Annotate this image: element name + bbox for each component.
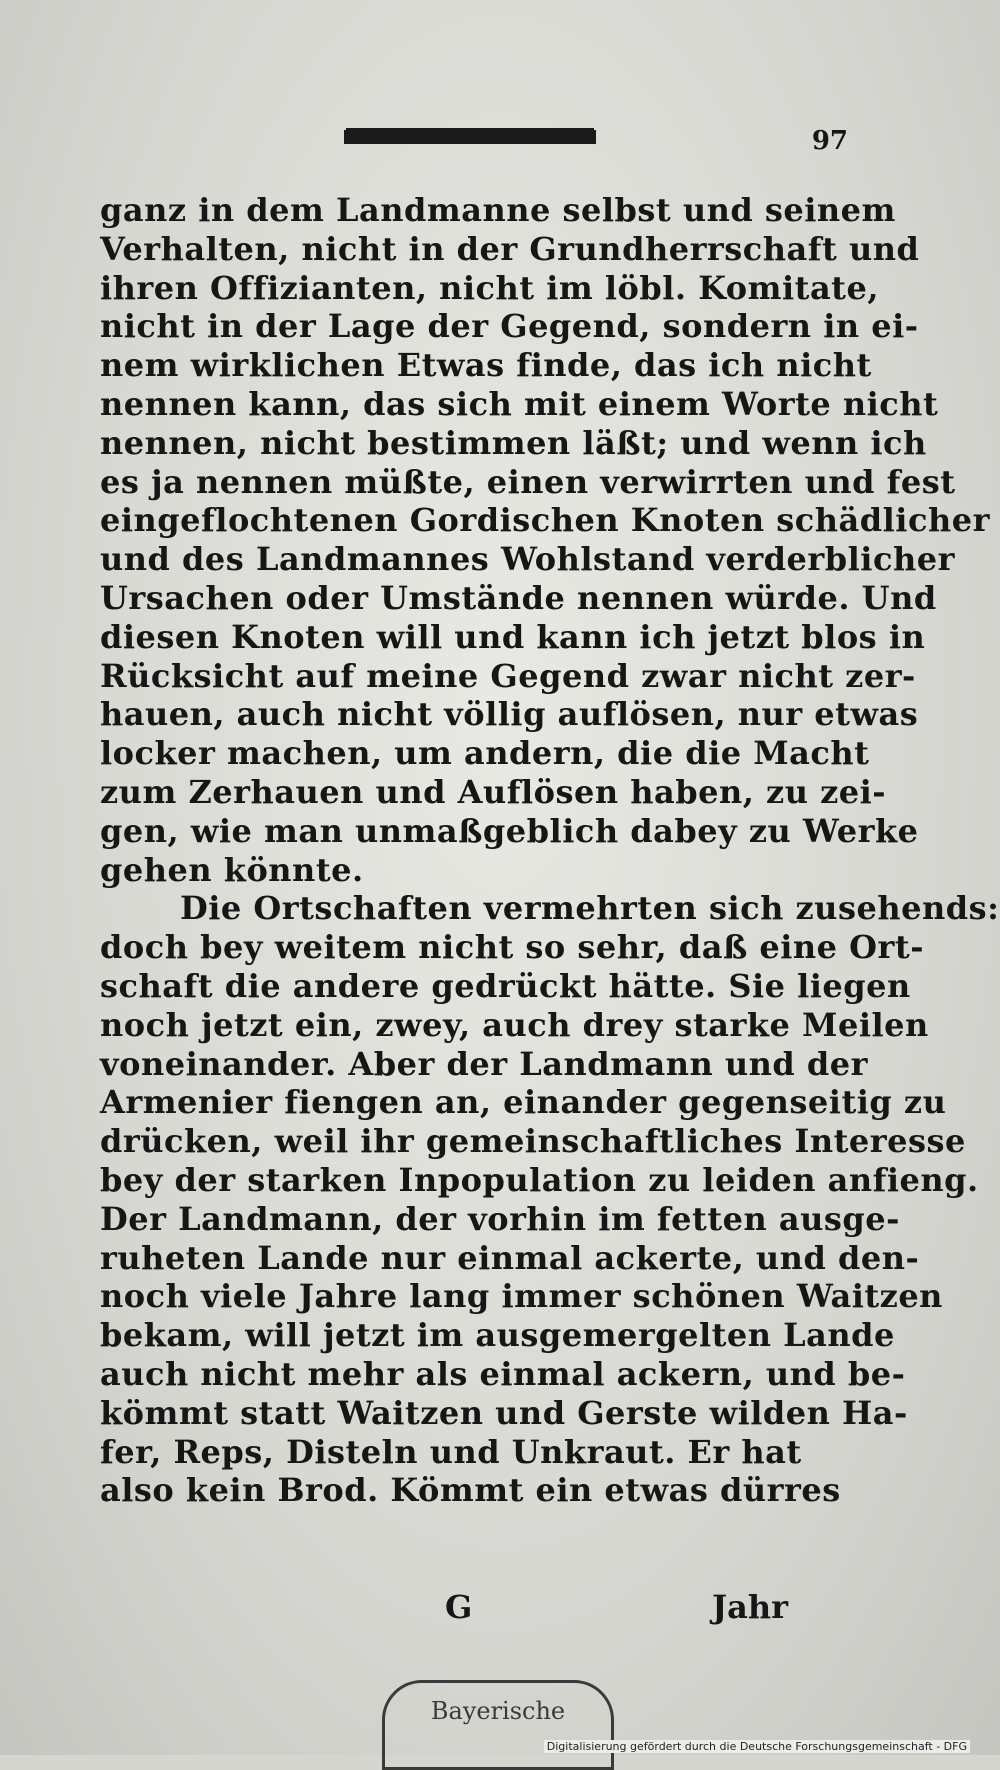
text-line: bey der starken Inpopulation zu leiden anfieng.	[100, 1161, 979, 1199]
digitization-credit: Digitalisierung gefördert durch die Deutsche Forschungsgemeinschaft - DFG	[544, 1740, 970, 1753]
text-line: noch jetzt ein, zwey, auch drey starke Meilen	[100, 1005, 929, 1044]
text-line: diesen Knoten will und kann ich jetzt blos in	[100, 617, 926, 656]
text-line: eingeflochtenen Gordischen Knoten schädlicher	[100, 501, 990, 540]
text-line: gen, wie man unmaßgeblich dabey zu Werke	[100, 811, 919, 850]
text-line: hauen, auch nicht völlig auflösen, nur etwas	[100, 695, 919, 734]
text-line: nicht in der Lage der Gegend, sondern in ei-	[100, 307, 919, 346]
text-line: ihren Offizianten, nicht im löbl. Komitate,	[100, 268, 879, 307]
text-line: bekam, will jetzt im ausgemergelten Lande	[100, 1316, 895, 1355]
text-line: fer, Reps, Disteln und Unkraut. Er hat	[100, 1432, 802, 1471]
text-line: auch nicht mehr als einmal ackern, und be-	[100, 1355, 906, 1393]
text-line: kömmt statt Waitzen und Gerste wilden Ha-	[100, 1393, 908, 1432]
text-line: Rücksicht auf meine Gegend zwar nicht zer-	[100, 656, 916, 695]
text-line: locker machen, um andern, die die Macht	[100, 734, 870, 773]
text-line: noch viele Jahre lang immer schönen Waitzen	[100, 1277, 943, 1316]
signature-mark: G	[445, 1588, 473, 1626]
text-line: nem wirklichen Etwas finde, das ich nicht	[100, 346, 872, 385]
library-stamp	[382, 1680, 614, 1770]
text-line: Armenier fiengen an, einander gegenseitig zu	[100, 1083, 947, 1122]
header-rule	[344, 130, 596, 144]
text-line: und des Landmannes Wohlstand verderblicher	[100, 540, 955, 579]
text-line: doch bey weitem nicht so sehr, daß eine Ort-	[100, 928, 924, 967]
text-line: ganz in dem Landmanne selbst und seinem	[100, 191, 896, 229]
text-line: gehen könnte.	[100, 850, 364, 889]
text-line: schaft die andere gedrückt hätte. Sie liegen	[100, 967, 911, 1005]
paragraph-first-line: Die Ortschaften vermehrten sich zusehends:	[180, 889, 1000, 928]
text-line: zum Zerhauen und Auflösen haben, zu zei-	[100, 773, 887, 811]
text-line: voneinander. Aber der Landmann und der	[100, 1044, 868, 1083]
page-number: 97	[811, 126, 848, 156]
text-line: nennen, nicht bestimmen läßt; und wenn ich	[100, 423, 927, 462]
text-line: nennen kann, das sich mit einem Worte nicht	[100, 385, 939, 423]
text-line: drücken, weil ihr gemeinschaftliches Interesse	[100, 1122, 966, 1161]
text-line: also kein Brod. Kömmt ein etwas dürres	[100, 1471, 841, 1510]
text-line: Ursachen oder Umstände nennen würde. Und	[100, 579, 937, 617]
text-line: Verhalten, nicht in der Grundherrschaft und	[100, 229, 920, 268]
text-line: ruheten Lande nur einmal ackerte, und den-	[100, 1238, 920, 1277]
text-line: es ja nennen müßte, einen verwirrten und fest	[100, 462, 956, 501]
text-line: Der Landmann, der vorhin im fetten ausge-	[100, 1199, 900, 1238]
stamp-text: Bayerische	[430, 1697, 566, 1725]
catchword: Jahr	[712, 1588, 788, 1626]
